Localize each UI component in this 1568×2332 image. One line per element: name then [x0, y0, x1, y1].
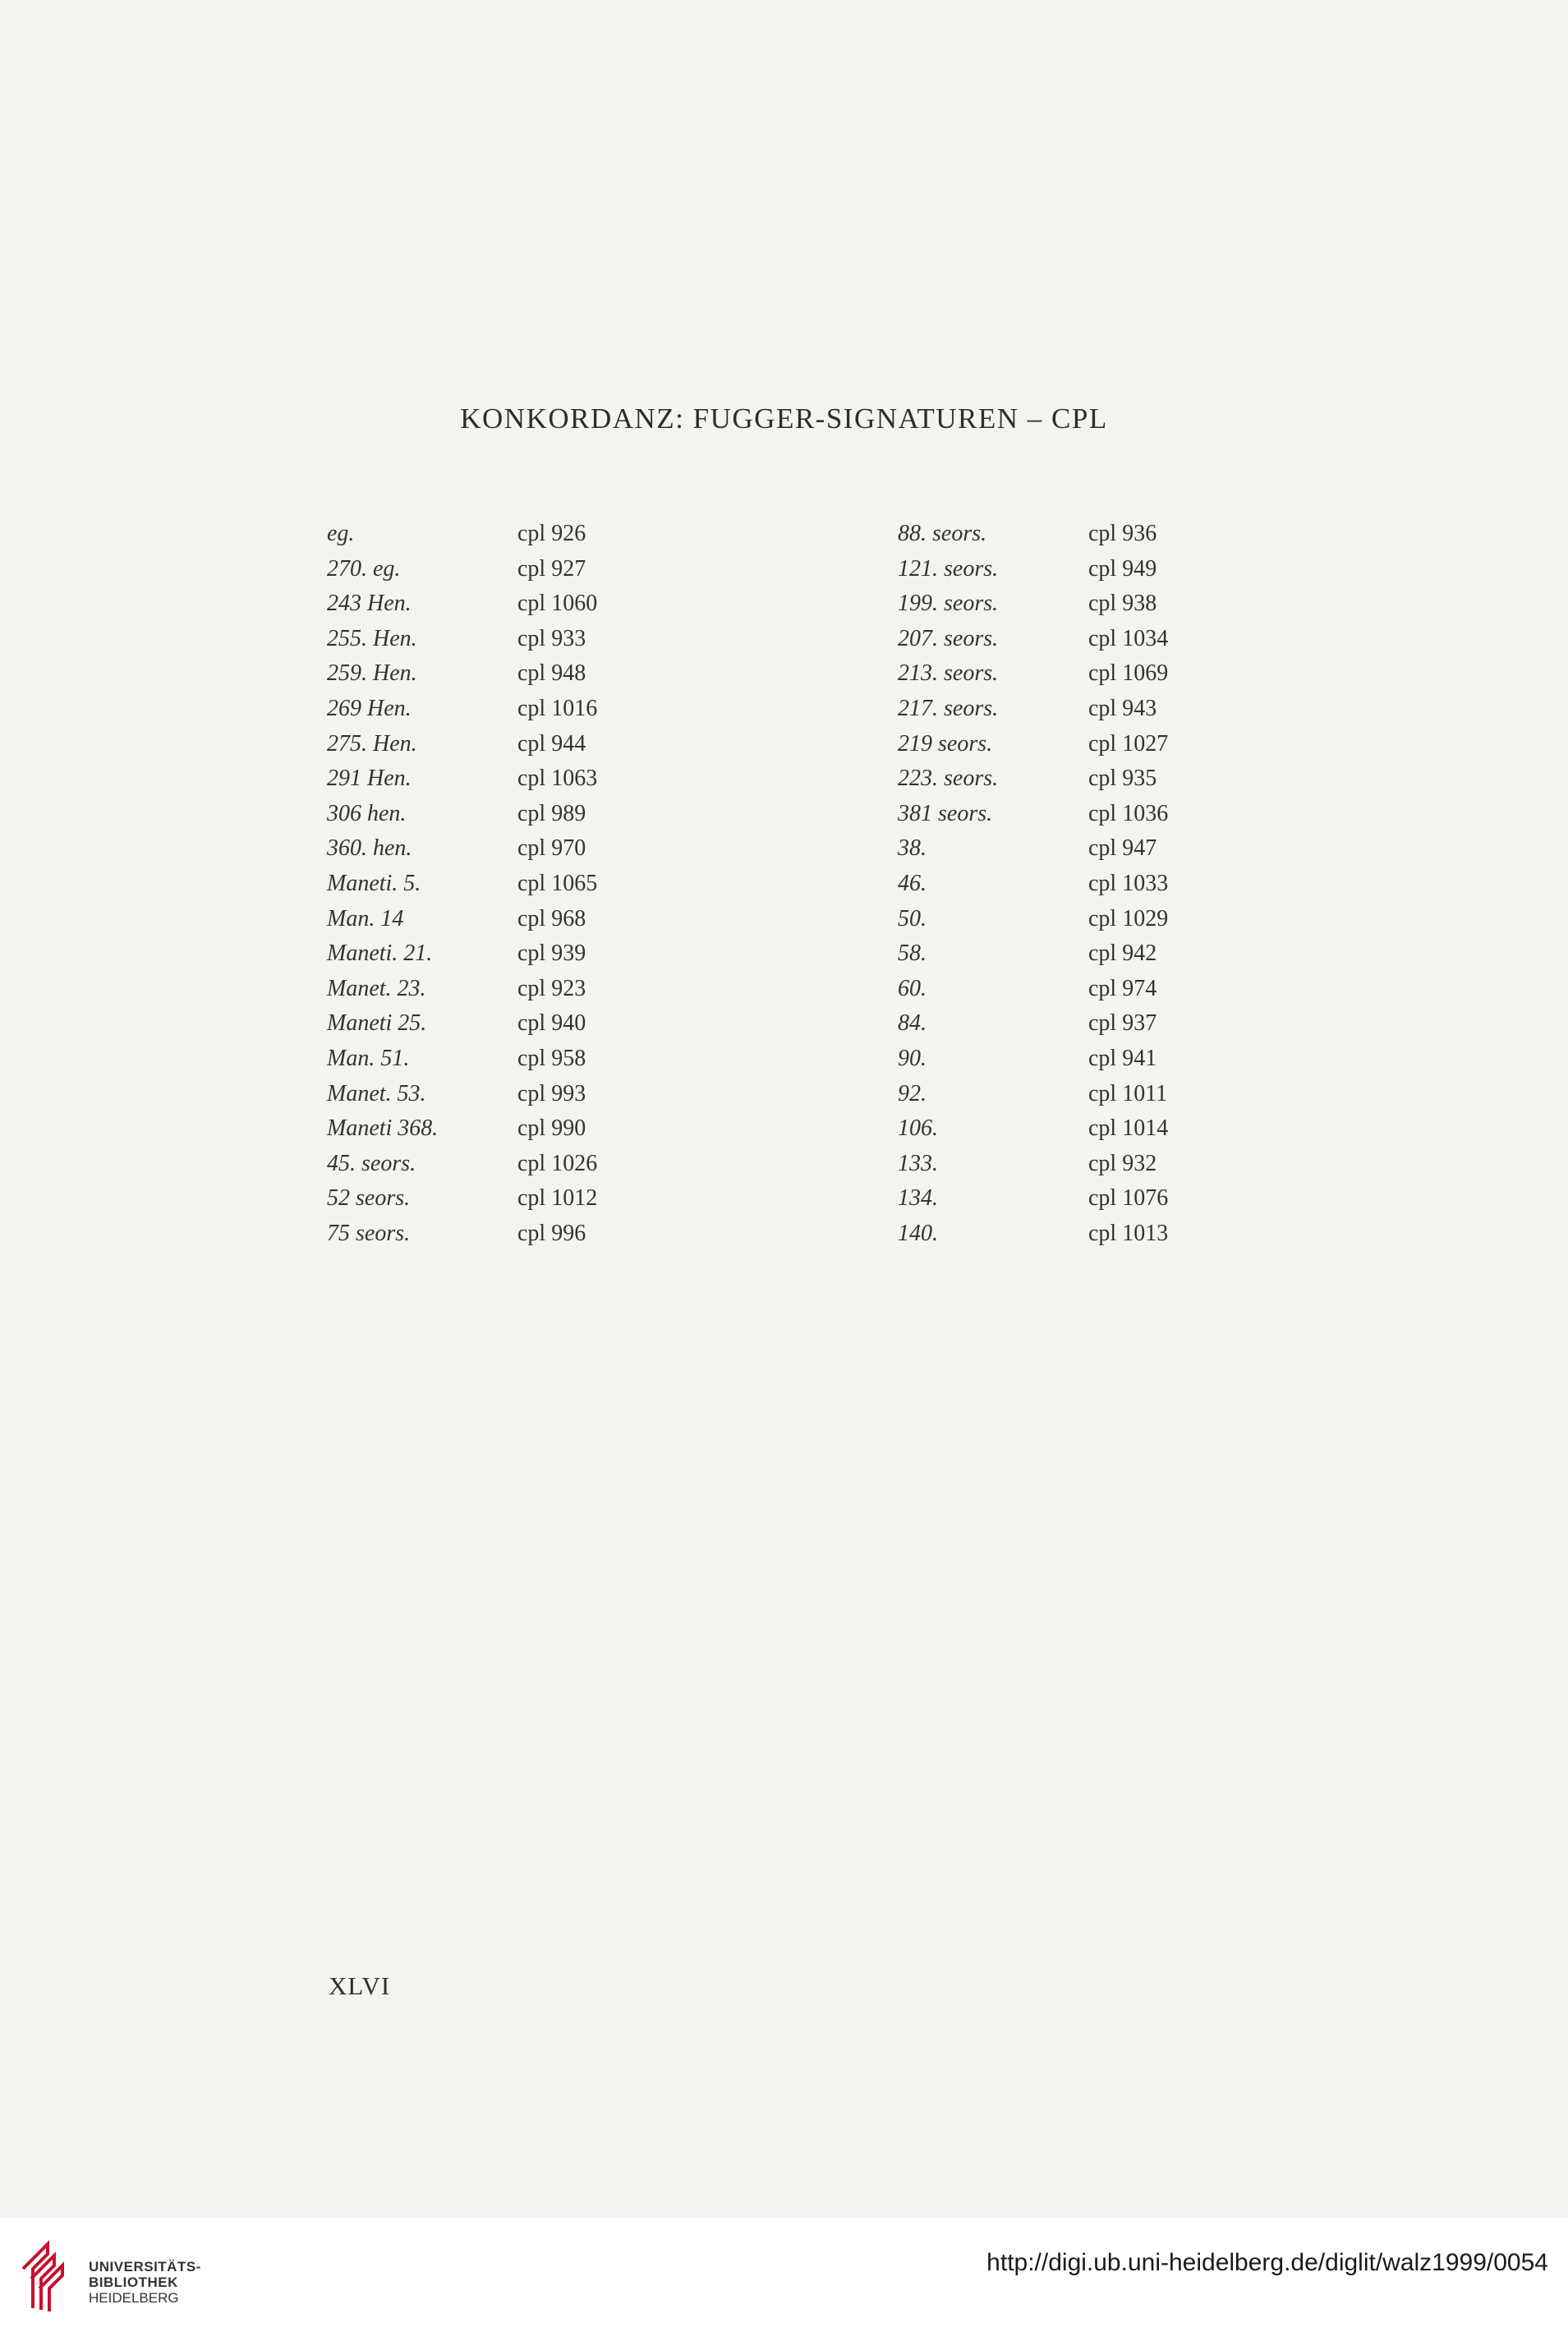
table-row — [327, 591, 597, 626]
table-row — [327, 835, 597, 871]
cpl-number: cpl 1013 — [1088, 1220, 1169, 1246]
table-row — [898, 591, 1168, 626]
fugger-signature: 75 seors. — [327, 1220, 411, 1246]
table-row — [327, 906, 597, 941]
table-row — [327, 1221, 597, 1256]
fugger-signature: 259. Hen. — [327, 660, 417, 687]
fugger-signature: Maneti. 5. — [327, 870, 421, 896]
cpl-number: cpl 949 — [1088, 555, 1157, 582]
table-row — [327, 976, 597, 1011]
cpl-number: cpl 944 — [517, 730, 586, 757]
cpl-number: cpl 996 — [517, 1220, 586, 1246]
fugger-signature: eg. — [327, 521, 355, 546]
cpl-number: cpl 1033 — [1088, 870, 1169, 896]
table-row — [327, 1010, 597, 1046]
library-logo-icon — [15, 2236, 80, 2314]
fugger-signature: 106. — [898, 1115, 938, 1142]
cpl-number: cpl 990 — [517, 1115, 586, 1142]
cpl-number: cpl 1014 — [1088, 1115, 1169, 1142]
fugger-signature: 223. seors. — [898, 766, 999, 792]
fugger-signature: 217. seors. — [898, 695, 999, 721]
table-row — [898, 1046, 1168, 1081]
cpl-number: cpl 948 — [517, 660, 586, 687]
table-row — [898, 1221, 1168, 1256]
fugger-signature: Man. 14 — [327, 905, 404, 931]
cpl-number: cpl 935 — [1088, 766, 1157, 792]
table-row — [327, 731, 597, 766]
table-row — [898, 1010, 1168, 1046]
fugger-signature: 306 hen. — [327, 800, 407, 826]
fugger-signature: 360. hen. — [327, 835, 412, 862]
table-row — [327, 626, 597, 661]
cpl-number: cpl 1026 — [517, 1150, 598, 1176]
table-row — [327, 1115, 597, 1151]
table-row — [898, 976, 1168, 1011]
table-row — [327, 801, 597, 836]
fugger-signature: 92. — [898, 1080, 927, 1106]
table-row — [327, 871, 597, 906]
table-row — [327, 660, 597, 696]
cpl-number: cpl 940 — [517, 1010, 586, 1037]
fugger-signature: 52 seors. — [327, 1185, 411, 1212]
fugger-signature: 45. seors. — [327, 1150, 416, 1176]
cpl-number: cpl 989 — [517, 800, 586, 826]
table-row — [898, 1115, 1168, 1151]
page-number: XLVI — [329, 1971, 391, 2000]
fugger-signature: 219 seors. — [898, 730, 993, 757]
table-row — [898, 835, 1168, 871]
concordance-column-right — [898, 521, 1168, 1255]
table-row — [898, 521, 1168, 556]
table-row — [898, 1151, 1168, 1186]
fugger-signature: 199. seors. — [898, 591, 999, 617]
fugger-signature: 60. — [898, 975, 927, 1001]
fugger-signature: Maneti 25. — [327, 1010, 427, 1037]
library-name-line3: HEIDELBERG — [89, 2290, 179, 2306]
table-row — [327, 696, 597, 731]
library-name-line1: UNIVERSITÄTS- — [89, 2259, 201, 2275]
cpl-number: cpl 927 — [517, 555, 586, 582]
page-title: KONKORDANZ: FUGGER-SIGNATUREN – CPL — [460, 402, 1108, 435]
cpl-number: cpl 993 — [517, 1080, 586, 1106]
cpl-number: cpl 1012 — [517, 1185, 598, 1212]
cpl-number: cpl 923 — [517, 975, 586, 1001]
table-row — [898, 906, 1168, 941]
cpl-number: cpl 1060 — [517, 591, 598, 617]
library-name — [89, 2259, 201, 2306]
fugger-signature: 133. — [898, 1150, 938, 1176]
table-row — [898, 801, 1168, 836]
cpl-number: cpl 1011 — [1088, 1080, 1168, 1106]
cpl-number: cpl 970 — [517, 835, 586, 862]
fugger-signature: Manet. 23. — [327, 975, 426, 1001]
table-row — [898, 941, 1168, 976]
cpl-number: cpl 1016 — [517, 695, 598, 721]
fugger-signature: Manet. 53. — [327, 1080, 426, 1106]
table-row — [898, 1185, 1168, 1221]
fugger-signature: 255. Hen. — [327, 625, 417, 651]
table-row — [898, 660, 1168, 696]
fugger-signature: 88. seors. — [898, 521, 987, 546]
cpl-number: cpl 1065 — [517, 870, 598, 896]
table-row — [898, 1081, 1168, 1116]
cpl-number: cpl 1063 — [517, 766, 598, 792]
cpl-number: cpl 942 — [1088, 941, 1157, 967]
fugger-signature: 38. — [898, 835, 927, 862]
table-row — [327, 941, 597, 976]
fugger-signature: 270. eg. — [327, 555, 401, 582]
fugger-signature: 243 Hen. — [327, 591, 412, 617]
fugger-signature: 50. — [898, 905, 927, 931]
fugger-signature: 58. — [898, 941, 927, 967]
cpl-number: cpl 926 — [517, 521, 586, 546]
cpl-number: cpl 1069 — [1088, 660, 1169, 687]
table-row — [327, 1151, 597, 1186]
table-row — [898, 696, 1168, 731]
concordance-column-left — [327, 521, 597, 1255]
cpl-number: cpl 1029 — [1088, 905, 1169, 931]
fugger-signature: 140. — [898, 1220, 938, 1246]
table-row — [898, 871, 1168, 906]
table-row — [327, 766, 597, 801]
table-row — [898, 766, 1168, 801]
cpl-number: cpl 933 — [517, 625, 586, 651]
cpl-number: cpl 958 — [517, 1045, 586, 1071]
cpl-number: cpl 938 — [1088, 591, 1157, 617]
cpl-number: cpl 1036 — [1088, 800, 1169, 826]
fugger-signature: 134. — [898, 1185, 938, 1212]
cpl-number: cpl 968 — [517, 905, 586, 931]
cpl-number: cpl 941 — [1088, 1045, 1157, 1071]
table-row — [327, 1046, 597, 1081]
footer-bar — [0, 2218, 1568, 2332]
cpl-number: cpl 943 — [1088, 695, 1157, 721]
fugger-signature: 291 Hen. — [327, 766, 412, 792]
table-row — [327, 1081, 597, 1116]
fugger-signature: 275. Hen. — [327, 730, 417, 757]
cpl-number: cpl 939 — [517, 941, 586, 967]
cpl-number: cpl 936 — [1088, 521, 1157, 546]
fugger-signature: 46. — [898, 870, 927, 896]
permalink-url[interactable]: http://digi.ub.uni-heidelberg.de/diglit/walz1999/0054 — [986, 2249, 1548, 2276]
library-name-line2: BIBLIOTHEK — [89, 2275, 178, 2290]
fugger-signature: 213. seors. — [898, 660, 999, 687]
cpl-number: cpl 1034 — [1088, 625, 1169, 651]
fugger-signature: Man. 51. — [327, 1045, 410, 1071]
cpl-number: cpl 1027 — [1088, 730, 1169, 757]
table-row — [327, 1185, 597, 1221]
cpl-number: cpl 1076 — [1088, 1185, 1169, 1212]
fugger-signature: 84. — [898, 1010, 927, 1037]
table-row — [898, 731, 1168, 766]
fugger-signature: 121. seors. — [898, 555, 999, 582]
cpl-number: cpl 937 — [1088, 1010, 1157, 1037]
fugger-signature: 381 seors. — [898, 800, 993, 826]
table-row — [898, 626, 1168, 661]
fugger-signature: 269 Hen. — [327, 695, 412, 721]
table-row — [327, 556, 597, 591]
fugger-signature: Maneti 368. — [327, 1115, 439, 1142]
fugger-signature: 90. — [898, 1045, 927, 1071]
fugger-signature: Maneti. 21. — [327, 941, 433, 967]
cpl-number: cpl 932 — [1088, 1150, 1157, 1176]
cpl-number: cpl 947 — [1088, 835, 1157, 862]
fugger-signature: 207. seors. — [898, 625, 999, 651]
cpl-number: cpl 974 — [1088, 975, 1157, 1001]
table-row — [327, 521, 597, 556]
table-row — [898, 556, 1168, 591]
